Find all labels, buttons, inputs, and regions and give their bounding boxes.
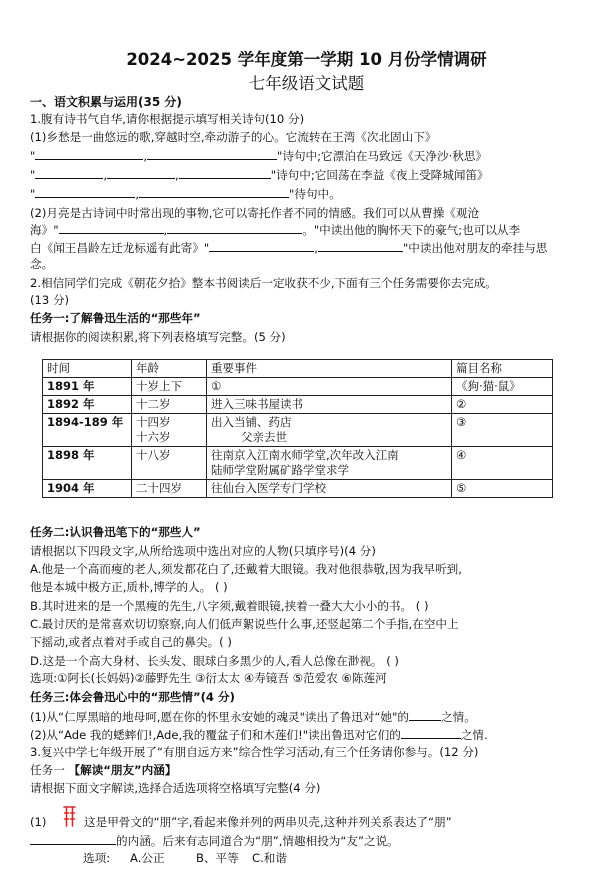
table-cell-event xyxy=(207,414,452,447)
table-cell-event[interactable]: ① xyxy=(207,378,452,396)
passage-1-num: (1) xyxy=(30,815,47,829)
task-3-item-1-end: 之情。 xyxy=(441,710,476,724)
options-label: 选项: xyxy=(83,851,111,865)
event-line: 陆师学堂附属矿路学堂求学 xyxy=(211,463,349,477)
table-cell-age: 十二岁 xyxy=(132,396,207,414)
task-3-item-2-end: 之情. xyxy=(460,728,488,742)
table-header-cell: 年龄 xyxy=(132,360,207,378)
passage-a-line-2: 他是本城中极方正,质朴,博学的人。 ( ) xyxy=(30,580,228,594)
passage-a-line-1: A.他是一个高而瘦的老人,须发都花白了,还戴着大眼镜。我对他很恭敬,因为我早听到, xyxy=(30,562,462,576)
open-quote: " xyxy=(30,187,36,201)
table-cell-title[interactable]: ③ xyxy=(452,414,553,447)
table-cell-age xyxy=(132,414,207,447)
event-line: 出入当铺、药店 xyxy=(211,415,292,429)
passage-d: D.这是一个高大身材、长头发、眼球白多黑少的人,看人总像在渺视。 ( ) xyxy=(30,654,399,668)
table-cell-event xyxy=(207,447,452,480)
task-3-item-2 xyxy=(30,727,488,743)
task-2-heading: 任务二:认识鲁迅笔下的“那些人” xyxy=(30,525,201,539)
table-cell-title[interactable]: ④ xyxy=(452,447,553,480)
question-1-2-line-a: (2)月亮是古诗词中时常出现的事物,它可以寄托作者不同的情感。我们可以从曹操《观沧 xyxy=(30,206,480,220)
table-cell-age: 十岁上下 xyxy=(132,378,207,396)
passage-1-line-2-text: 的内涵。后来有志同道合为“朋”,情趣相投为“友”之说。 xyxy=(116,834,399,848)
table-cell-time: 1904 年 xyxy=(43,480,132,498)
question-1-1-line-b-text: "诗句中;它漂泊在马致远《天净沙·秋思》 xyxy=(277,149,488,163)
answer-blank[interactable] xyxy=(139,186,289,198)
answer-blank[interactable] xyxy=(179,167,271,179)
answer-blank[interactable] xyxy=(35,148,143,160)
answer-blank[interactable] xyxy=(209,240,314,252)
question-1-2-line-c: 白《闻王昌龄左迁龙标遥有此寄》" , "中读出他对朋友的牵挂与思 xyxy=(30,241,548,255)
passage-1-line-1: 这是甲骨文的“朋”字,看起来像并列的两串贝壳,这种并列关系表达了“朋” xyxy=(84,815,452,829)
table-cell-time: 1891 年 xyxy=(43,378,132,396)
event-line: 父亲去世 xyxy=(241,430,287,444)
question-3-instruction: 请根据下面文字解读,选择合适选项将空格填写完整(4 分) xyxy=(30,781,321,795)
question-1-1-line-d: " , "待句中。 xyxy=(30,187,341,201)
passage-c-line-1: C.最讨厌的是常喜欢切切察察,向人们低声絮说些什么事,还竖起第二个手指,在空中上 xyxy=(30,617,459,631)
question-1-2-line-b: 海》" , 。"中读出他的胸怀天下的豪气;也可以从李 xyxy=(30,223,521,237)
table-row xyxy=(43,480,553,498)
question-3-task-1 xyxy=(30,763,176,778)
question-1-1-line-b: " , "诗句中;它漂泊在马致远《天净沙·秋思》 xyxy=(30,149,488,163)
open-quote: " xyxy=(30,149,36,163)
table-cell-age: 十八岁 xyxy=(132,447,207,480)
task-2-instruction: 请根据以下四段文字,从所给选项中选出对应的人物(只填序号)(4 分) xyxy=(30,544,376,558)
answer-blank[interactable] xyxy=(59,222,164,234)
answer-blank[interactable] xyxy=(401,727,461,739)
task-1-heading: 任务一:了解鲁迅生活的“那些年” xyxy=(30,311,201,325)
option-c[interactable]: C.和谐 xyxy=(252,851,287,865)
table-row xyxy=(43,378,553,396)
age-line: 十六岁 xyxy=(136,430,171,444)
question-3-text: 3.复兴中学七年级开展了“有朋自远方来”综合性学习活动,有三个任务请你参与。(12 分) xyxy=(30,745,479,759)
table-cell-time: 1892 年 xyxy=(43,396,132,414)
age-line: 十四岁 xyxy=(136,415,171,429)
exam-subtitle: 七年级语文试题 xyxy=(248,74,365,93)
answer-blank[interactable] xyxy=(107,167,175,179)
question-1-intro: 1.腹有诗书气自华,请你根据提示填写相关诗句(10 分) xyxy=(30,112,305,126)
table-header-cell: 重要事件 xyxy=(207,360,452,378)
table-header-cell: 时间 xyxy=(43,360,132,378)
passage-c-line-2: 下摇动,或者点着对手或自己的鼻尖。( ) xyxy=(30,635,232,649)
question-1-2-line-c-start: 白《闻王昌龄左迁龙标遥有此寄》" xyxy=(30,241,210,255)
task-3-item-1-text: (1)从“仁厚黑暗的地母呵,愿在你的怀里永安她的魂灵"读出了鲁迅对“她"的 xyxy=(30,710,410,724)
passage-1-line-2 xyxy=(30,833,399,849)
option-a[interactable]: A.公正 xyxy=(130,851,165,865)
table-row xyxy=(43,396,553,414)
question-1-1-line-c: " , , "诗句中;它回荡在李益《夜上受降城闻笛》 xyxy=(30,168,489,182)
event-line: 往南京入江南水师学堂,次年改入江南 xyxy=(211,448,399,462)
task-title: 【解读“朋友”内涵】 xyxy=(68,763,177,777)
table-cell-title: 《狗·猫·鼠》 xyxy=(452,378,553,396)
option-b[interactable]: B、平等 xyxy=(196,851,239,865)
answer-blank[interactable] xyxy=(30,833,116,845)
oracle-bone-peng-icon xyxy=(63,804,76,828)
task-3-heading: 任务三:体会鲁迅心中的“那些情”(4 分) xyxy=(30,690,235,704)
question-2-line-b: (13 分) xyxy=(30,293,70,307)
task-2-options: 选项:①阿长(长妈妈)②藤野先生 ③衍太太 ④寿镜吾 ⑤范爱农 ⑥陈莲河 xyxy=(30,671,387,685)
table-row xyxy=(43,414,553,447)
answer-blank[interactable] xyxy=(318,240,403,252)
timeline-table xyxy=(42,359,553,498)
question-2-line-a: 2.相信同学们完成《朝花夕拾》整本书阅读后一定收获不少,下面有三个任务需要你去完成。 xyxy=(30,276,497,290)
question-1-2-line-c-text: "中读出他对朋友的牵挂与思 xyxy=(402,241,548,255)
table-cell-time: 1894-189 年 xyxy=(43,414,132,447)
exam-title: 2024~2025 学年度第一学期 10 月份学情调研 xyxy=(126,50,487,69)
table-header-cell: 篇目名称 xyxy=(452,360,553,378)
table-cell-event: 进入三味书屋读书 xyxy=(207,396,452,414)
task-3-item-2-text: (2)从“Ade 我的蟋蟀们!,Ade,我的覆盆子们和木莲们!"读出鲁迅对它们的 xyxy=(30,728,401,742)
table-row xyxy=(43,447,553,480)
answer-blank[interactable] xyxy=(167,222,302,234)
table-cell-event: 往仙台入医学专门学校 xyxy=(207,480,452,498)
question-1-1-line-c-text: "诗句中;它回荡在李益《夜上受降城闻笛》 xyxy=(270,168,489,182)
section-1-heading: 一、语文积累与运用(35 分) xyxy=(30,95,182,109)
question-1-2-line-b-text: 。"中读出他的胸怀天下的豪气;也可以从李 xyxy=(302,223,521,237)
table-cell-age: 二十四岁 xyxy=(132,480,207,498)
table-header-row xyxy=(43,360,553,378)
question-1-1-line-a: (1)乡愁是一曲悠远的歌,穿越时空,牵动游子的心。它流转在王湾《次北固山下》 xyxy=(30,130,437,144)
answer-blank[interactable] xyxy=(35,167,103,179)
task-3-item-1 xyxy=(30,709,476,725)
table-cell-title[interactable]: ② xyxy=(452,396,553,414)
question-1-2-line-b-start: 海》" xyxy=(30,223,59,237)
task-label: 任务一 xyxy=(30,763,69,777)
table-cell-title[interactable]: ⑤ xyxy=(452,480,553,498)
answer-blank[interactable] xyxy=(35,186,135,198)
question-1-1-line-d-text: "待句中。 xyxy=(289,187,341,201)
table-cell-time: 1898 年 xyxy=(43,447,132,480)
open-quote: " xyxy=(30,168,36,182)
question-1-2-line-d: 念。 xyxy=(30,257,54,271)
passage-b: B.其时进来的是一个黑瘦的先生,八字须,戴着眼镜,挟着一叠大大小小的书。 ( ) xyxy=(30,599,429,613)
answer-blank[interactable] xyxy=(147,148,277,160)
answer-blank[interactable] xyxy=(409,709,441,721)
task-1-instruction: 请根据你的阅读积累,将下列表格填写完整。(5 分) xyxy=(30,330,286,344)
